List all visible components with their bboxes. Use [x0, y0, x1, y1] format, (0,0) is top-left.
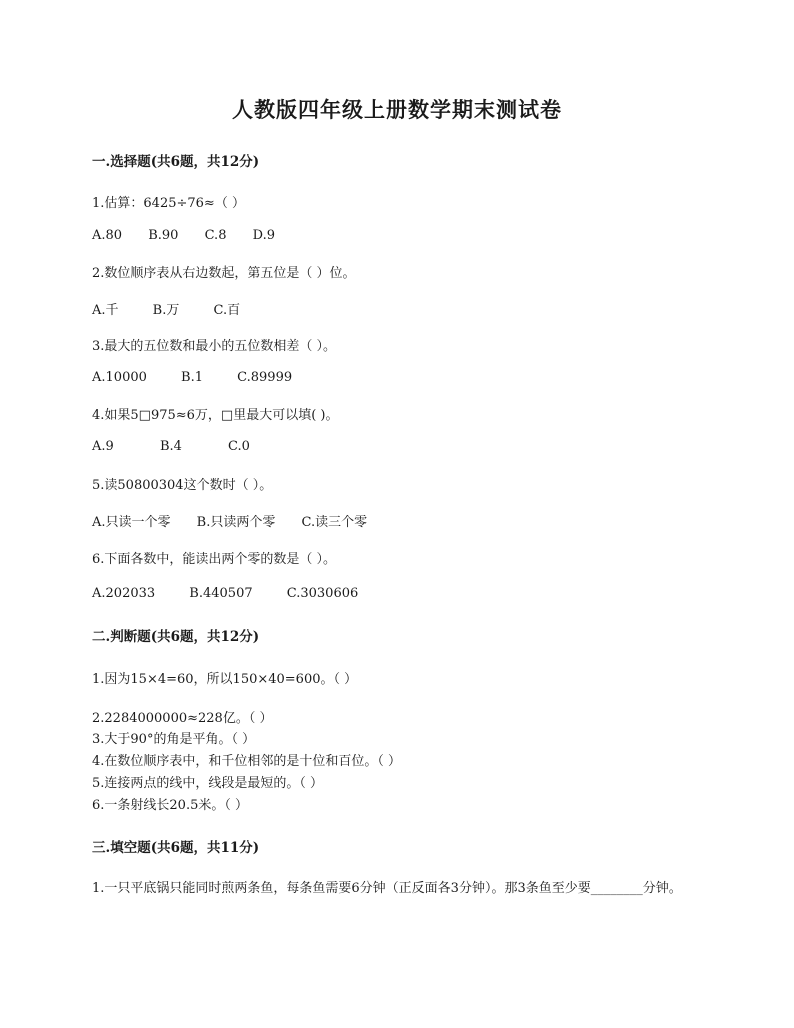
page-title: 人教版四年级上册数学期末测试卷	[232, 97, 562, 122]
option-b: B.90	[148, 228, 179, 243]
choice-options-1	[92, 228, 297, 243]
option-c: C.0	[228, 439, 250, 454]
choice-question-4: 4.如果5□975≈6万，□里最大可以填( )。	[92, 408, 339, 423]
option-c: C.3030606	[286, 586, 359, 601]
option-d: D.9	[252, 228, 275, 243]
option-a: A.10000	[92, 370, 147, 385]
choice-options-4	[92, 439, 292, 454]
option-b: B.1	[181, 370, 203, 385]
option-b: B.万	[152, 303, 180, 318]
choice-question-6: 6.下面各数中，能读出两个零的数是（ ）。	[92, 552, 337, 567]
option-c: C.8	[204, 228, 227, 243]
fill-question-1: 1.一只平底锅只能同时煎两条鱼，每条鱼需要6分钟（正反面各3分钟）。那3条鱼至少要________分钟。	[92, 881, 682, 896]
option-b: B.只读两个零	[196, 515, 276, 530]
judgement-question-3: 3.大于90°的角是平角。（ ）	[92, 732, 256, 747]
judgement-question-2: 2.2284000000≈228亿。（ ）	[92, 711, 273, 726]
option-a: A.80	[92, 228, 123, 243]
judgement-question-1: 1.因为15×4=60，所以150×40=600。（ ）	[92, 672, 358, 687]
judgement-question-5: 5.连接两点的线中，线段是最短的。（ ）	[92, 776, 324, 791]
option-b: B.4	[159, 439, 182, 454]
option-a: A.9	[92, 439, 114, 454]
choice-options-6	[92, 586, 388, 601]
section-heading-fill-blank: 三.填空题(共6题，共11分)	[92, 840, 260, 856]
choice-options-3	[92, 370, 322, 385]
choice-question-1: 1.估算：6425÷76≈（ ）	[92, 196, 245, 211]
option-a: A.202033	[92, 586, 156, 601]
choice-options-2	[92, 299, 270, 318]
choice-question-5: 5.读50800304这个数时（ ）。	[92, 478, 273, 493]
option-c: C.读三个零	[301, 515, 368, 530]
section-heading-judgement: 二.判断题(共6题，共12分)	[92, 629, 260, 645]
option-b: B.440507	[189, 586, 253, 601]
section-heading-choice: 一.选择题(共6题，共12分)	[92, 154, 260, 170]
choice-options-5	[92, 511, 389, 530]
choice-question-2: 2.数位顺序表从右边数起，第五位是（ ）位。	[92, 266, 356, 281]
option-a: A.只读一个零	[92, 515, 171, 530]
option-a: A.千	[92, 303, 119, 318]
option-c: C.百	[213, 303, 241, 318]
option-c: C.89999	[237, 370, 293, 385]
judgement-question-6: 6.一条射线长20.5米。（ ）	[92, 798, 248, 813]
choice-question-3: 3.最大的五位数和最小的五位数相差（ ）。	[92, 339, 337, 354]
judgement-question-4: 4.在数位顺序表中，和千位相邻的是十位和百位。（ ）	[92, 754, 402, 769]
